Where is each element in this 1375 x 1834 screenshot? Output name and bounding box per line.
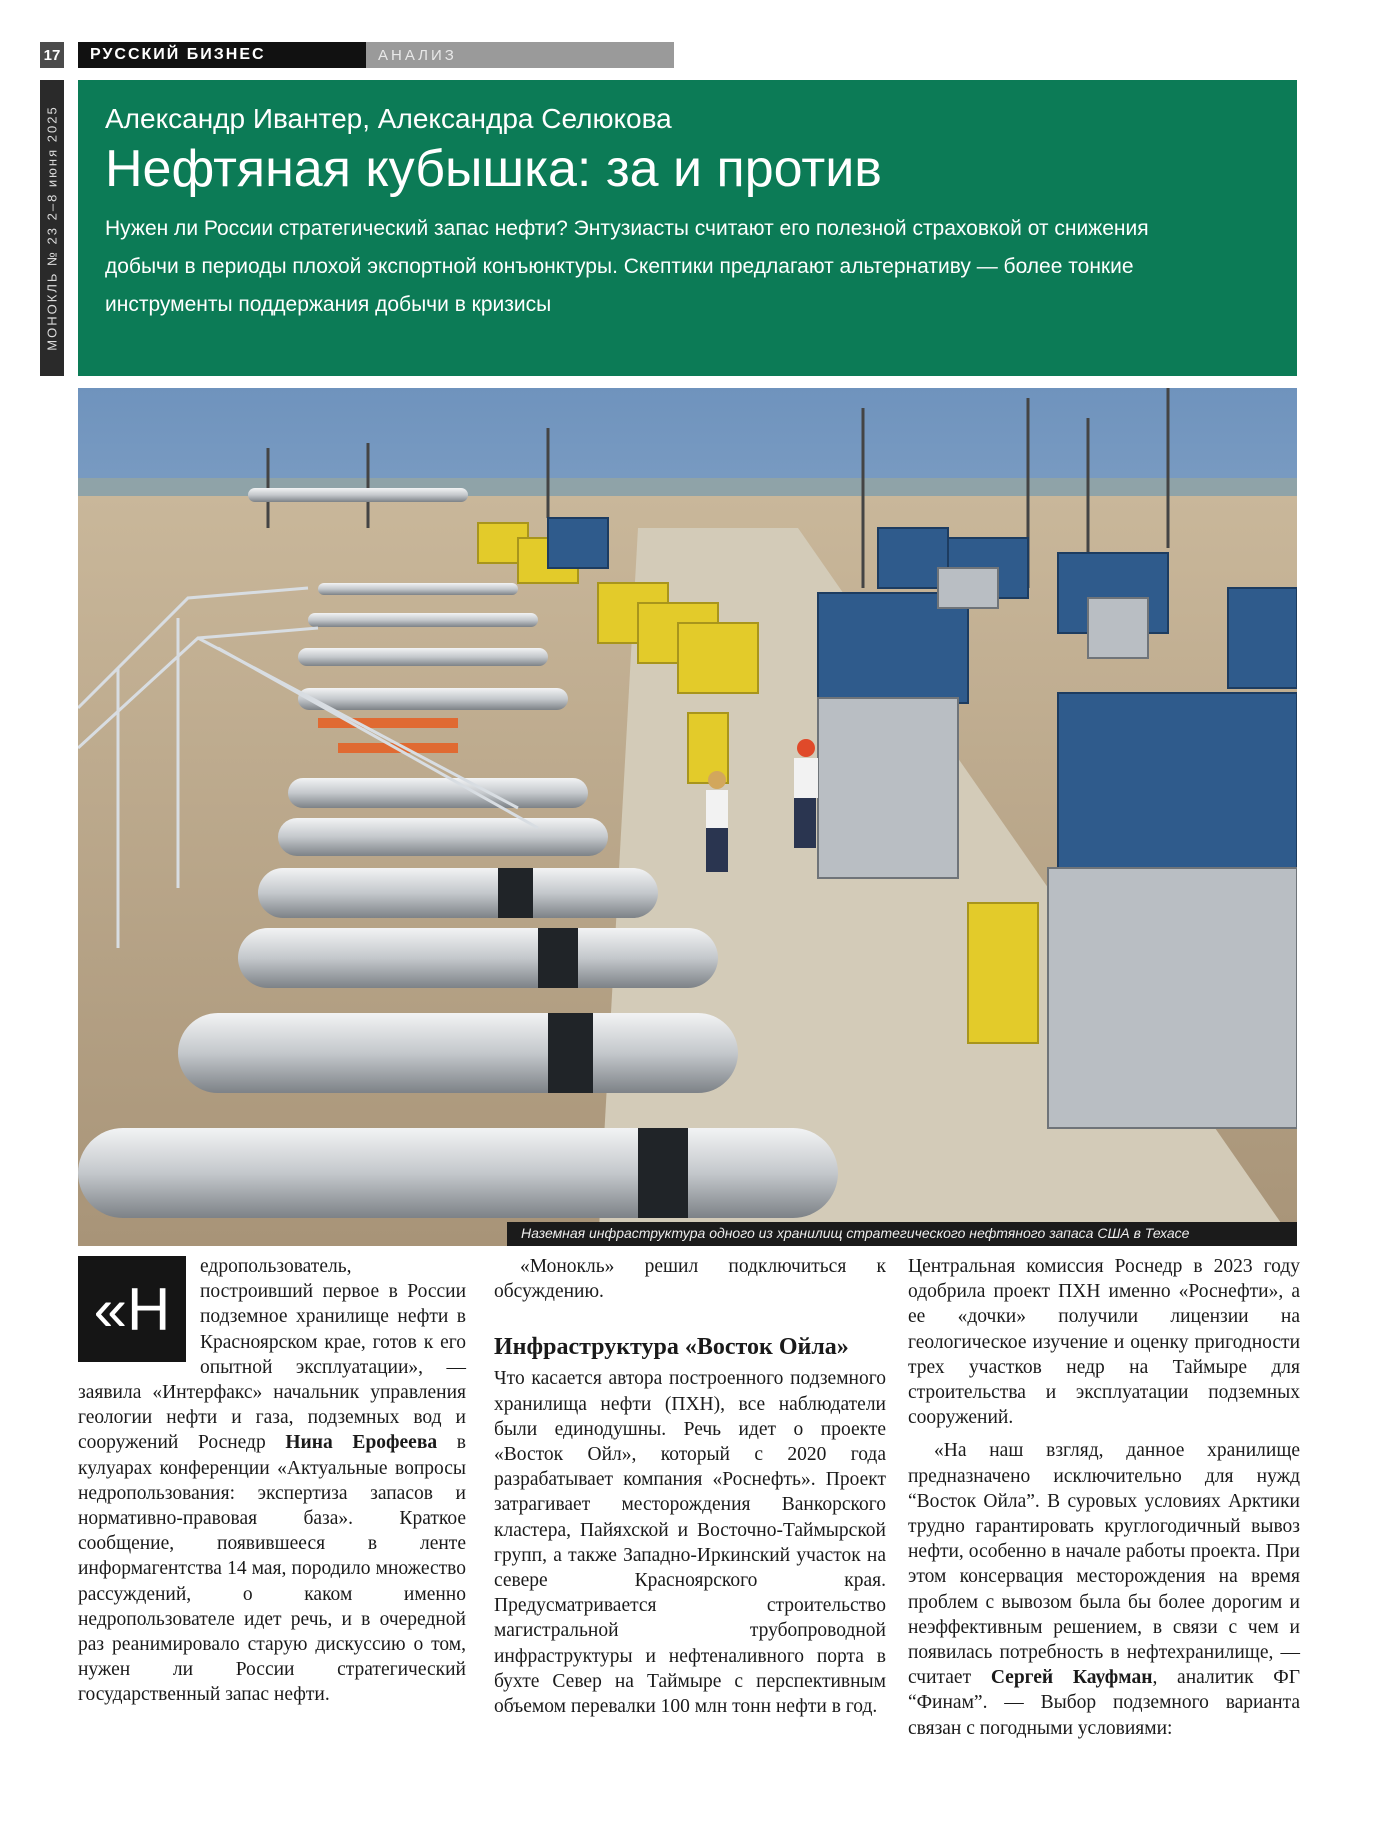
paragraph xyxy=(908,1438,1300,1740)
body-column-2 xyxy=(494,1254,886,1719)
article-authors: Александр Ивантер, Александра Селюкова xyxy=(105,103,672,134)
article-headline: Нефтяная кубышка: за и против xyxy=(105,140,882,198)
photo-caption-bar xyxy=(78,1222,1297,1246)
text-run: «На наш взгляд, данное хранилище предназначено исключительно для нужд “Восток Ойла”. В суровых условиях Арктики трудно гарантировать круглогодичный вывоз нефти, особенно в начале работы проекта. При этом консервация месторождения на время проблем с вывозом была бы более дорогим и неэффективным решением, в связи с чем и появилась потребность в нефтехранилище, — считает xyxy=(908,1440,1300,1689)
subheading: Инфраструктура «Восток Ойла» xyxy=(494,1334,849,1361)
paragraph: «Монокль» решил подключиться к обсуждению. xyxy=(494,1256,886,1303)
text-run: в кулуарах конференции «Актуальные вопросы недропользования: экспертиза запасов и нормативно-правовая база». Краткое сообщение, появившееся в ленте информагентства 14 мая, породило множество рассуждений, о каком именно недропользователе идет речь, и в очередной раз реанимировало старую дискуссию о том, нужен ли России стратегический государственный запас нефти. xyxy=(78,1432,466,1706)
lead-box xyxy=(78,80,1297,376)
section-label: АНАЛИЗ xyxy=(366,42,674,68)
oil-facility-illustration xyxy=(78,388,1297,1246)
rubric-label: РУССКИЙ БИЗНЕС xyxy=(78,42,366,68)
person-name: Нина Ерофеева xyxy=(285,1432,438,1454)
article-deck: Нужен ли России стратегический запас нефти? Энтузиасты считают его полезной страховкой от снижения добычи в периоды плохой экспортной конъюнктуры. Скептики предлагают альтернативу — более тонкие инструменты поддержания добычи в кризисы xyxy=(105,217,1149,316)
photo-caption: Наземная инфраструктура одного из хранилищ стратегического нефтяного запаса США в Техасе xyxy=(507,1222,1297,1246)
text-run: едропользователь, построивший первое в России подземное хранилище нефти в Красноярском крае, готов к его опытной эксплуатации», — заявила «Интерфакс» начальник управления геологии нефти и газа, подземных вод и сооружений Роснедр xyxy=(78,1256,466,1454)
paragraph: Центральная комиссия Роснедр в 2023 году одобрила проект ПХН именно «Роснефти», а ее «дочки» получили лицензии на геологическое изучение и оценку пригодности трех участков недр на Таймыре для строительства и эксплуатации подземных сооружений. xyxy=(908,1256,1300,1429)
drop-cap: «Н xyxy=(78,1256,186,1362)
body-column-3 xyxy=(908,1254,1300,1741)
issue-info: МОНОКЛЬ № 23 2–8 июня 2025 xyxy=(44,105,60,351)
issue-strip xyxy=(40,80,64,376)
text-run: , аналитик ФГ “Финам”. — Выбор подземного варианта связан с погодными условиями: xyxy=(908,1667,1300,1739)
person-name: Сергей Кауфман xyxy=(990,1667,1153,1689)
page-number: 17 xyxy=(40,42,64,68)
article-photo xyxy=(78,388,1297,1246)
paragraph: Что касается автора построенного подземного хранилища нефти (ПХН), все наблюдатели были единодушны. Речь идет о проекте «Восток Ойл», который с 2020 года разрабатывает компания «Роснефть». Проект затрагивает месторождения Ванкорского кластера, Пайяхской и Восточно-Таймырской групп, а также Западно-Иркинский участок на севере Красноярского края. Предусматривается строительство магистральной трубопроводной инфраструктуры и нефтеналивного порта в бухте Север на Таймыре с перспективным объемом перевалки 100 млн тонн нефти в год. xyxy=(494,1368,886,1718)
body-column-1 xyxy=(78,1254,466,1708)
